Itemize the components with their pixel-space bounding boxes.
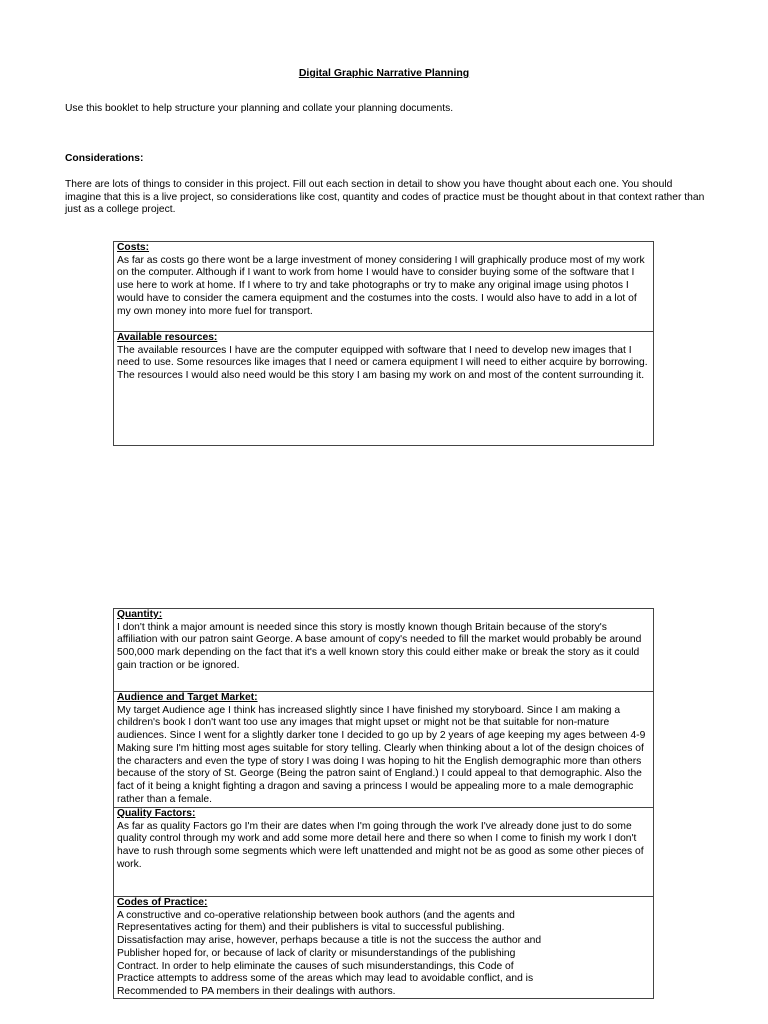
codes-line: Dissatisfaction may arise, however, perhaps because a title is not the success the author and: [117, 935, 542, 947]
resources-heading: Available resources:: [117, 332, 218, 343]
codes-line: Representatives acting for them) and their publishers is vital to successful publishing.: [117, 922, 505, 934]
quality-heading: Quality Factors:: [117, 808, 196, 819]
codes-line: Publisher hoped for, or because of lack of clarity or misunderstandings of the publishing: [117, 947, 516, 959]
codes-line: Contract. In order to help eliminate the causes of such misunderstandings, this Code of: [117, 960, 514, 972]
table-quantity-codes: [113, 608, 654, 999]
section-codes-of-practice: [114, 896, 653, 998]
quantity-heading: Quantity:: [117, 609, 163, 620]
section-audience: [114, 691, 653, 807]
section-costs: [114, 242, 653, 331]
section-quantity: [114, 609, 653, 691]
intro-text: Use this booklet to help structure your planning and collate your planning documents.: [65, 103, 454, 114]
audience-heading: Audience and Target Market:: [117, 692, 258, 703]
costs-text: As far as costs go there wont be a large investment of money considering I will graphically produce most of my work on the computer. Although if I want to work from home I would have to consider buying some of the software that I use here to work at home. If I where to try and take photographs or try to make any original image using photos I would have to consider the camera equipment and the costumes into the costs. I would also have to add in a lot of my own money into more fuel for transport.: [117, 254, 645, 317]
considerations-text: There are lots of things to consider in this project. Fill out each section in detail to show you have thought about each one. You should imagine that this is a live project, so considerations like cost, quantity and codes of practice must be thought about in that context rather than just as a college project.: [65, 179, 705, 216]
audience-text: My target Audience age I think has increased slightly since I have finished my storyboard. Since I am making a children's book I don't want too use any images that might upset or might not be that suitable for non-mature audiences. Since I went for a slightly darker tone I decided to go up by 2 years of age keeping my ages between 4-9 Making sure I'm hitting most ages suitable for story telling. Clearly when thinking about a lot of the design choices of the characters and even the type of story I was doing I was hoping to hit the English demographic more than others because of the story of St. George (Being the patron saint of England.) I could appeal to that demographic. Also the fact of it being a knight fighting a dragon and saving a princess I would be appealing more to a male demographic rather than a female.: [117, 704, 646, 805]
codes-line: A constructive and co-operative relationship between book authors (and the agents and: [117, 909, 515, 921]
page-title: Digital Graphic Narrative Planning: [298, 67, 470, 79]
codes-heading: Codes of Practice:: [117, 897, 208, 908]
section-quality-factors: [114, 807, 653, 896]
codes-line: Recommended to PA members in their dealings with authors.: [117, 985, 396, 997]
codes-line: Practice attempts to address some of the areas which may lead to avoidable conflict, and is: [117, 973, 534, 985]
considerations-heading: Considerations:: [65, 153, 144, 164]
table-costs-resources: [113, 241, 654, 446]
quality-text: As far as quality Factors go I'm their are dates when I'm going through the work I've already done just to do some quality control through my work and add some more detail here and there so when I come to finish my work I don't have to rush through some segments which were left unattended and might not be as good as some other pieces of work.: [117, 820, 644, 870]
quantity-text: I don't think a major amount is needed since this story is mostly known though Britain because of the story's affiliation with our patron saint George. A base amount of copy's needed to fill the market would probably be around 500,000 mark depending on the fact that it's a well known story this could either make or break the story as it could gain traction or be ignored.: [117, 621, 642, 671]
resources-text: The available resources I have are the computer equipped with software that I need to develop new images that I need to use. Some resources like images that I need or camera equipment I will need to either acquire by borrowing. The resources I would also need would be this story I am basing my work on and most of the content surrounding it.: [117, 344, 648, 382]
section-available-resources: [114, 331, 653, 445]
costs-heading: Costs:: [117, 242, 150, 253]
